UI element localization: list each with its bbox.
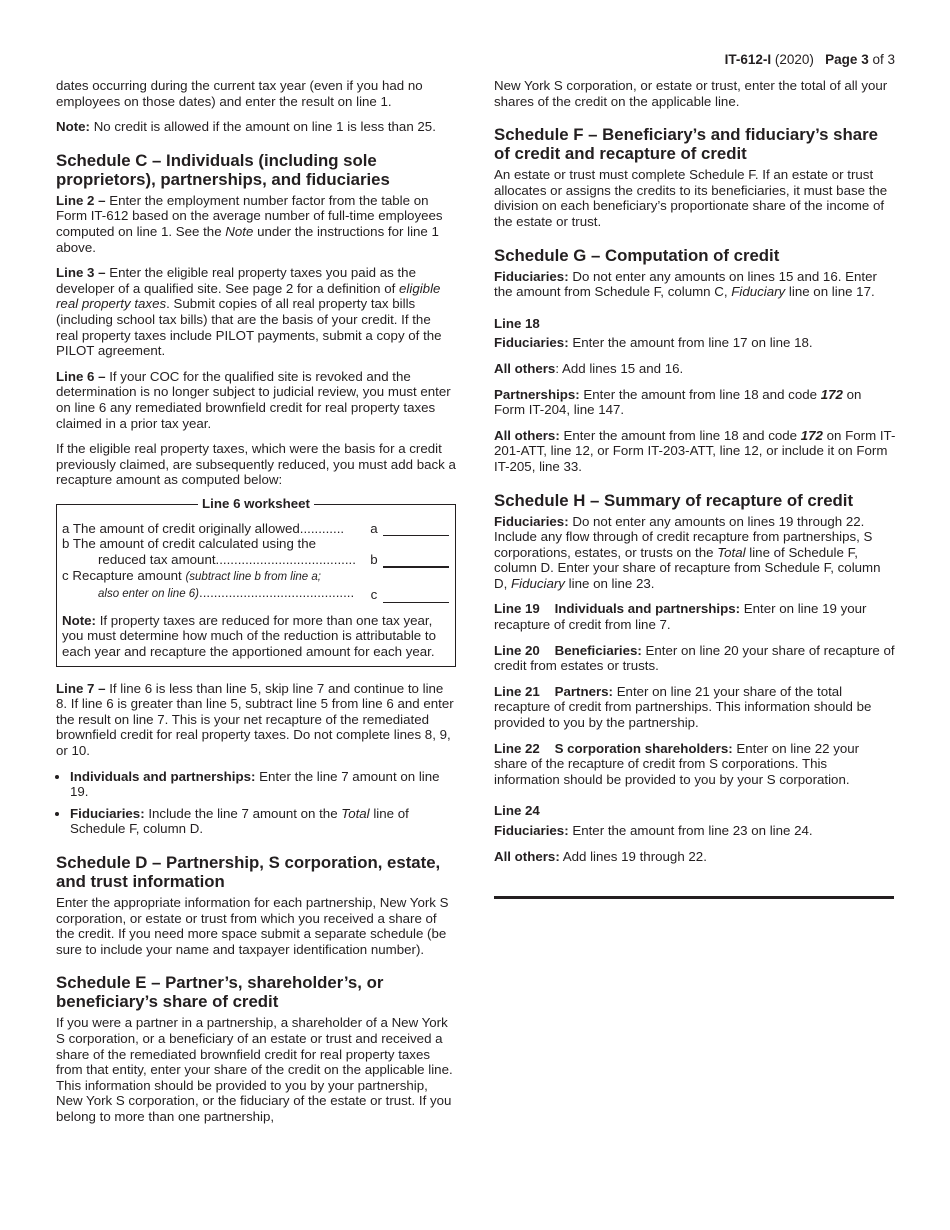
- page-label: Page 3: [825, 52, 869, 67]
- schedule-e-heading: Schedule E – Partner’s, shareholder’s, or beneficiary’s share of credit: [56, 973, 384, 1012]
- worksheet-line-b-field[interactable]: [383, 554, 449, 568]
- dates-paragraph: dates occurring during the current tax year (even if you had no employees on those dates) and enter the result on line 1.: [56, 78, 423, 109]
- worksheet-line-c-field[interactable]: [383, 590, 449, 603]
- all-others-paragraph: All others: Enter the amount from line 18 and code 172 on Form IT-201-ATT, line 12, or Form IT-203-ATT, line 12, or include it on Form IT-205, line 33.: [494, 427, 896, 474]
- line-24-heading: Line 24: [494, 803, 540, 819]
- line-22-paragraph: Line 22 S corporation shareholders: Enter on line 22 your share of the recapture of credit from S corporations. This information should be provided to you by your S corporation.: [494, 740, 860, 787]
- line-24-all-others: All others: Add lines 19 through 22.: [494, 848, 707, 864]
- line-6-paragraph: Line 6 – If your COC for the qualified site is revoked and the determination is no longer subject to judicial review, you must enter on line 6 any remediated brownfield credit for real property taxes claimed in a prior tax year.: [56, 368, 451, 431]
- schedule-d-heading: Schedule D – Partnership, S corporation, estate, and trust information: [56, 852, 441, 891]
- schedule-g-fiduciaries: Fiduciaries: Do not enter any amounts on lines 15 and 16. Enter the amount from Schedule F, column C, Fiduciary line on line 17.: [494, 268, 877, 300]
- right-column: [494, 78, 896, 899]
- worksheet-line-a: a The amount of credit originally allowed............ a: [62, 521, 449, 537]
- line-21-paragraph: Line 21 Partners: Enter on line 21 your share of the total recapture of credit from partnerships. This information should be provided to you by the partnership.: [494, 683, 872, 731]
- line-24-fiduciaries: Fiduciaries: Enter the amount from line 23 on line 24.: [494, 823, 813, 838]
- worksheet-note: Note: If property taxes are reduced for more than one tax year, you must determine how much of the reduction is attributable to each year and recapture the apportioned amount for each year.: [62, 612, 436, 660]
- schedule-g-heading: Schedule G – Computation of credit: [494, 245, 780, 265]
- partnerships-paragraph: Partnerships: Enter the amount from line 18 and code 172 on Form IT-204, line 147.: [494, 386, 862, 418]
- line-6-worksheet: [56, 495, 456, 667]
- line-2-paragraph: Line 2 – Enter the employment number factor from the table on Form IT-612 based on the average number of full-time employees computed on line 1. See the Note under the instructions for line 1 above.: [56, 192, 443, 255]
- schedule-d-paragraph: Enter the appropriate information for each partnership, New York S corporation, or estate or trust from which you received a share of the credit. If you need more space submit a separate schedule (be sure to include your name and taxpayer identification number).: [56, 894, 449, 957]
- worksheet-title: Line 6 worksheet: [198, 496, 314, 511]
- recapture-paragraph: If the eligible real property taxes, which were the basis for a credit previously claimed, are subsequently reduced, you must add back a recapture amount as computed below:: [56, 441, 456, 488]
- schedule-h-heading: Schedule H – Summary of recapture of credit: [494, 490, 854, 510]
- page-header: [725, 52, 895, 67]
- line-20-paragraph: Line 20 Beneficiaries: Enter on line 20 your share of recapture of credit from estates or trusts.: [494, 642, 895, 674]
- worksheet-line-a-field[interactable]: [383, 523, 449, 536]
- schedule-c-heading: Schedule C – Individuals (including sole proprietors), partnerships, and fiduciaries: [56, 150, 390, 189]
- worksheet-line-b: reduced tax amount...................................... b: [62, 552, 449, 568]
- worksheet-line-b-text: b The amount of credit calculated using the: [62, 536, 317, 552]
- end-rule: [494, 896, 894, 899]
- schedule-e-paragraph: If you were a partner in a partnership, a shareholder of a New York S corporation, or a beneficiary of an estate or trust and received a share of the remediated brownfield credit for real property taxes from that entity, enter your share of the credit on the applicable line. This information should be provided to you by your partnership, New York S corporation, or the fiduciary of the estate or trust. If you belong to more than one partnership,: [56, 1015, 453, 1124]
- page-of: of 3: [872, 52, 895, 67]
- continued-paragraph: New York S corporation, or estate or trust, enter the total of all your shares of the credit on the applicable line.: [494, 78, 888, 109]
- line-18-fiduciaries: Fiduciaries: Enter the amount from line 17 on line 18.: [494, 335, 813, 351]
- form-year: (2020): [774, 52, 814, 67]
- line-7-paragraph: Line 7 – If line 6 is less than line 5, skip line 7 and continue to line 8. If line 6 is greater than line 5, subtract line 5 from line 6 and enter the result on line 7. This is your net recapture of the remediated brownfield credit for real property taxes. Do not complete lines 8, 9, or 10.: [56, 680, 454, 758]
- line-7-list: [56, 769, 456, 837]
- schedule-f-heading: Schedule F – Beneficiary’s and fiduciary’s share of credit and recapture of credit: [494, 125, 878, 164]
- left-column: [56, 78, 456, 1135]
- list-item: • Individuals and partnerships: Enter the line 7 amount on line 19.: [70, 769, 456, 800]
- schedule-f-paragraph: An estate or trust must complete Schedule F. If an estate or trust allocates or assigns the credits to its beneficiaries, it must base the division on each beneficiary’s proportionate share of the income of the estate or trust.: [494, 167, 888, 229]
- line-19-paragraph: Line 19 Individuals and partnerships: Enter on line 19 your recapture of credit from line 7.: [494, 601, 867, 633]
- line-3-paragraph: Line 3 – Enter the eligible real property taxes you paid as the developer of a qualified site. See page 2 for a definition of eligible real property taxes. Submit copies of all real property tax bills (including school tax bills) that are the basis of your credit. If the real property taxes include PILOT payments, submit a copy of the PILOT agreement.: [56, 265, 442, 359]
- schedule-h-fiduciaries: Fiduciaries: Do not enter any amounts on lines 19 through 22. Include any flow through of credit recapture from partnerships, S corporations, estates, or trusts on the Total line of Schedule F, column D. Enter your share of recapture from Schedule F, column D, Fiduciary line on line 23.: [494, 513, 881, 591]
- form-number: IT-612-I: [724, 52, 772, 67]
- line-18-heading: Line 18: [494, 315, 540, 331]
- worksheet-line-c: also enter on line 6).......................................... c: [62, 585, 449, 603]
- line-18-all-others: All others: Add lines 15 and 16.: [494, 360, 684, 376]
- list-item: • Fiduciaries: Include the line 7 amount on the Total line of Schedule F, column D.: [70, 806, 456, 837]
- note-paragraph: Note: No credit is allowed if the amount on line 1 is less than 25.: [56, 119, 436, 135]
- worksheet-line-c-text: c Recapture amount (subtract line b from line a;: [62, 567, 321, 583]
